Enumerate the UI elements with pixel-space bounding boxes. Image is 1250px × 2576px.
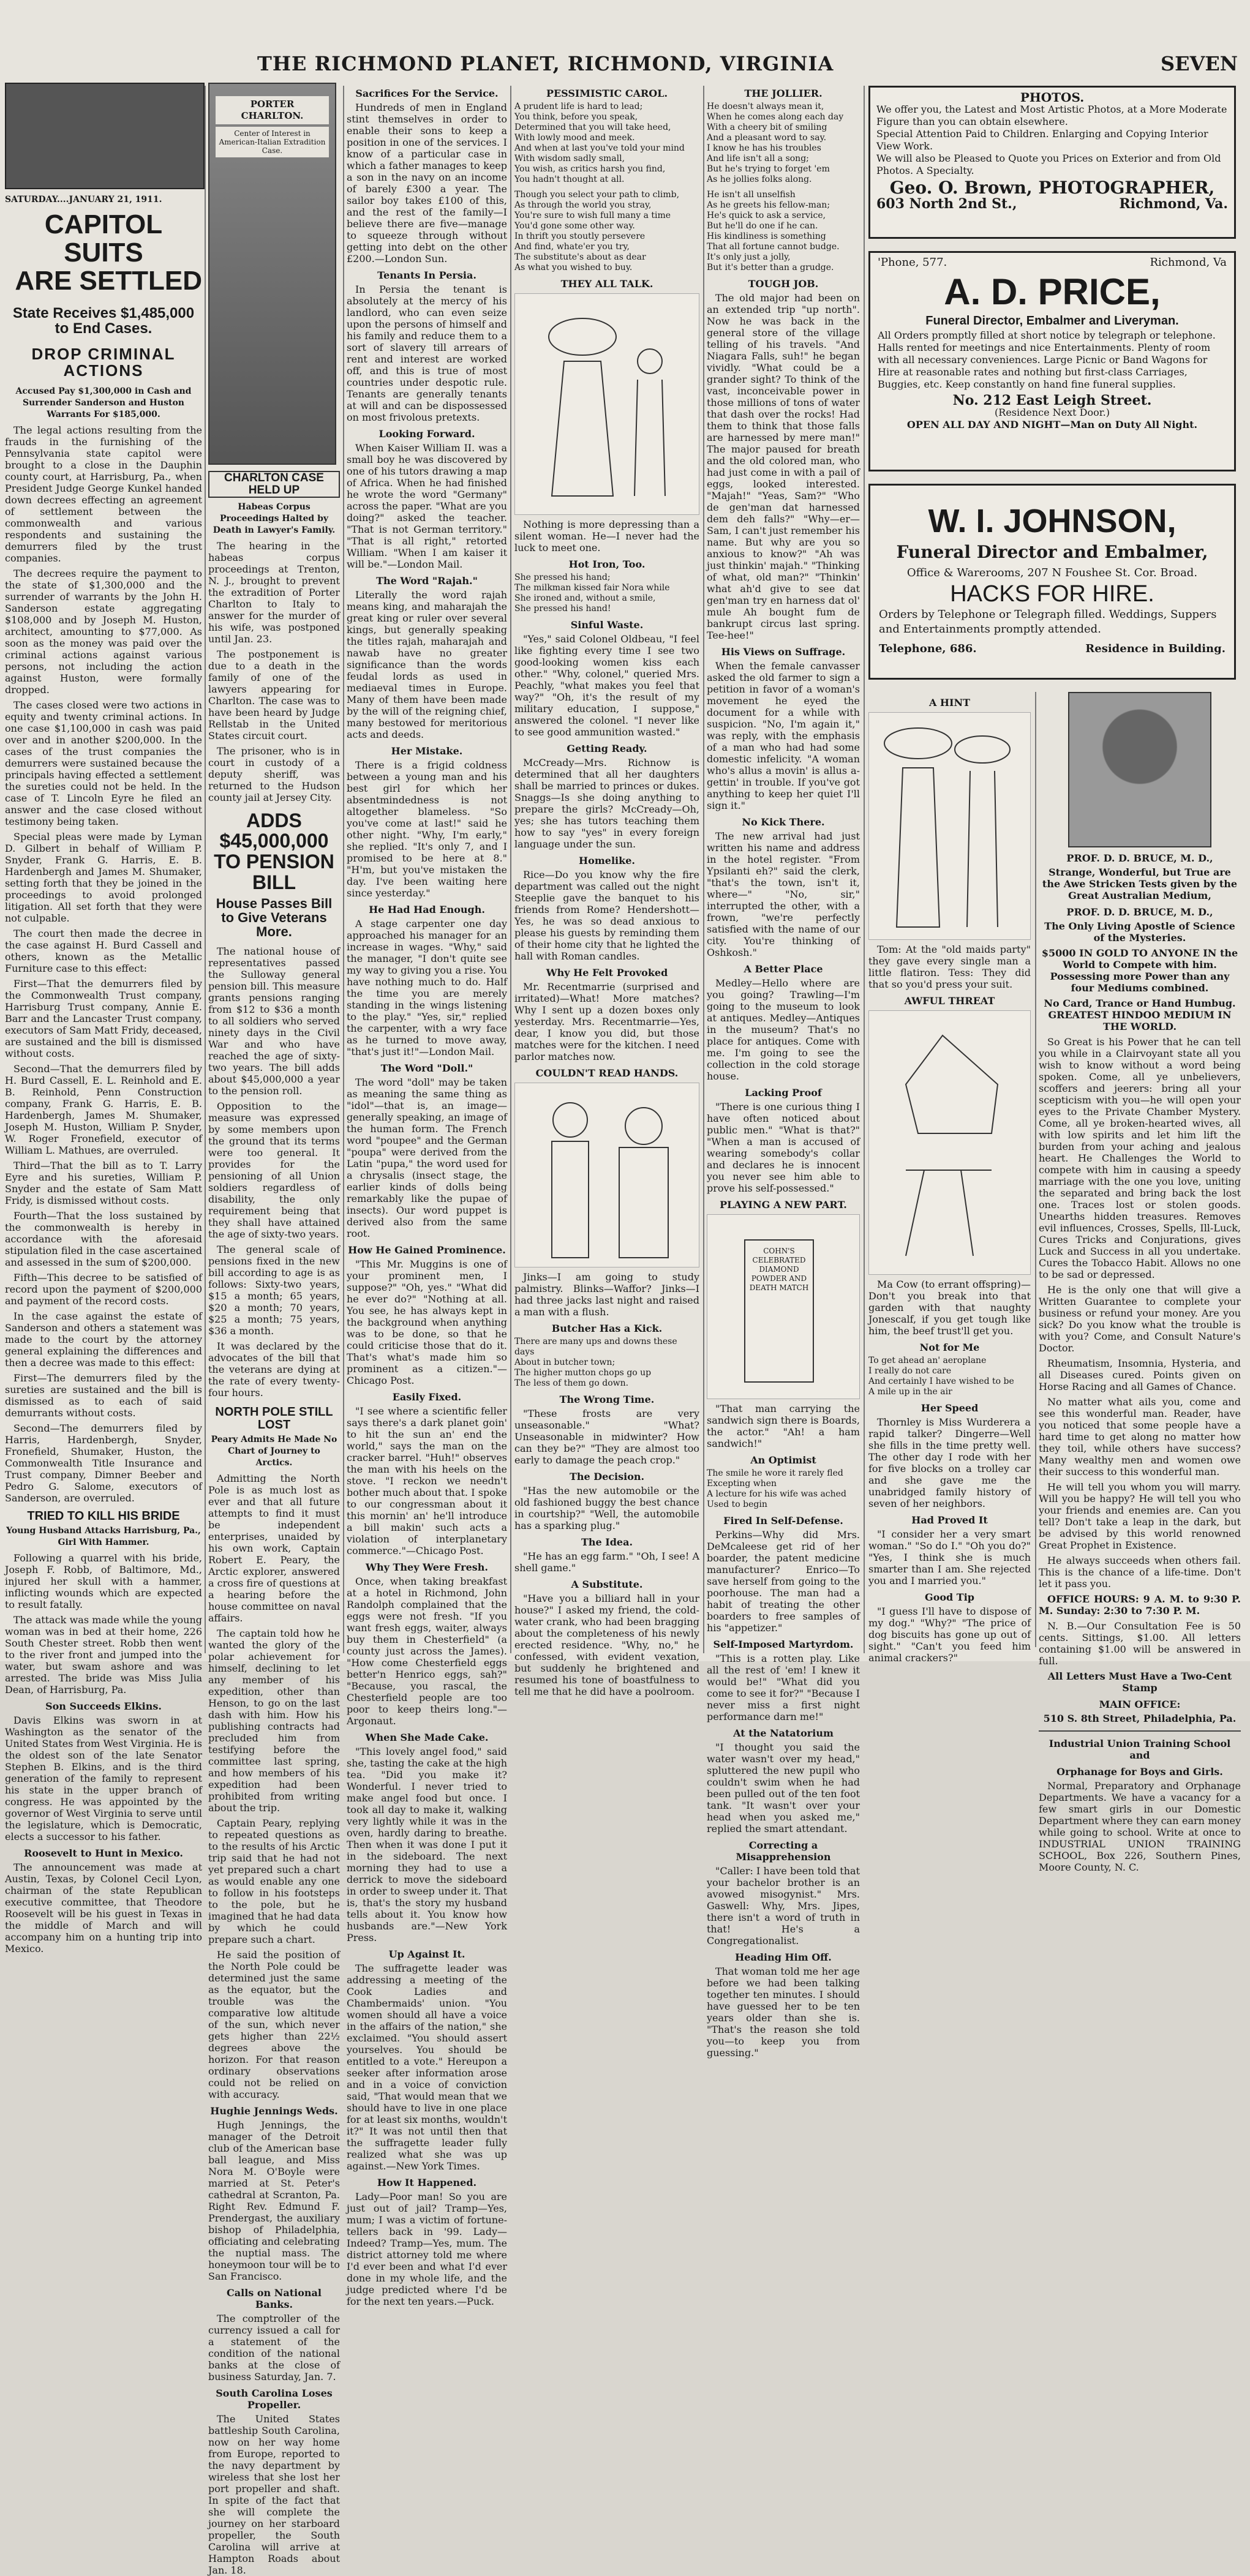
paragraph: The hearing in the habeas corpus proceedings at Trenton, N. J., brought to prevent the extradition of Porter Charlton to Italy to answer for the murder of his wife, was postponed until Jan. 23.: [208, 539, 340, 645]
ad-residence: (Residence Next Door.): [995, 407, 1110, 418]
item-heading: Calls on National Banks.: [227, 2286, 322, 2310]
verse-line: And life isn't all a song;: [707, 154, 809, 163]
item-heading: Not for Me: [919, 1342, 980, 1353]
cartoon-caption: Nothing is more depressing than a silent woman. He—I never had the luck to meet one.: [514, 519, 699, 554]
item-heading: The Idea.: [581, 1536, 633, 1548]
paragraph: The general scale of pensions fixed in the new bill according to age is as follows: Sixty-two years, $15 a month; 65 years, $20 a month; 70 years, $25 a month; 75 years, $36 a month.: [208, 1243, 340, 1337]
item-heading: Heading Him Off.: [735, 1951, 832, 1963]
verse-line: There are many ups and downs these days: [514, 1337, 677, 1357]
verse-line: And find, whate'er you try,: [514, 242, 630, 252]
paragraph: Hundreds of men in England stint themselves in order to enable their sons to keep a position in one of the services. I know of a particular case in which a father manages to keep a son in the navy on an income of barely £300 a year. The sailor boy takes £100 of this, and the rest of the family—I believe there are five—manage to squeeze through without getting into debt on the other £200.—London Sun.: [347, 102, 507, 265]
paragraph: Second—That the demurrers filed by H. Burd Cassell, E. L. Reinhold and E. B. Reinhold, Penn Construction company, Frank G. Harris, E. B. Hardenbergh, James M. Shumaker, Joseph M. Huston, William P. Snyder, W. Roger Fronefield, executor of William L. Mathues, are overruled.: [5, 1062, 202, 1156]
poem-title: PESSIMISTIC CAROL.: [546, 88, 668, 99]
paragraph: Lady—Poor man! So you are just out of jail? Tramp—Yes, mum; I was a victim of fortune-tellers back in '99. Lady—Indeed? Tramp—Yes, mum. The district attorney told me where I'd ever been and what I'd ever done in my whole life, and the judge predicted where I'd be for the next ten years.—Puck.: [347, 2191, 507, 2307]
masthead-title: THE RICHMOND PLANET, RICHMOND, VIRGINIA: [257, 52, 834, 75]
ad-name: W. I. JOHNSON,: [928, 503, 1177, 539]
school-subheading: Orphanage for Boys and Girls.: [1056, 1766, 1223, 1778]
item-heading: Looking Forward.: [378, 428, 475, 440]
paragraph: Captain Peary, replying to repeated questions as to the results of his Arctic trip said that he had not yet prepared such a chart as would enable any one to follow in his footsteps to the pole, but he imagined that he had data by which he could prepare such a chart.: [208, 1817, 340, 1945]
portrait-caption: PORTER CHARLTON.: [216, 96, 329, 124]
paragraph: Hugh Jennings, the manager of the Detroit club of the American base ball league, and Miss Nora M. O'Boyle were married at St. Peter's cathedral at Scranton, Pa. Right Rev. Edmund F. Prendergast, the auxiliary bishop of Philadelphia, officiating and celebrating the nuptial mass. The honeymoon tour will be to San Francisco.: [208, 2119, 340, 2282]
column-2: [208, 83, 340, 2576]
subhead: Peary Admits He Made No Chart of Journey to Arctics.: [211, 1434, 337, 1468]
item-heading: Self-Imposed Martyrdom.: [713, 1639, 854, 1650]
verse-line: I really do not care: [868, 1366, 952, 1376]
paragraph: Normal, Preparatory and Orphanage Departments. We have a vacancy for a few smart girls in our Domestic Department where they can earn money while going to school. Write at once to INDUSTRIAL UNION TRAINING SCHOOL, Box 226, Southern Pines, Moore County, N. C.: [1039, 1780, 1241, 1873]
ad-name: A. D. PRICE,: [944, 271, 1161, 312]
cartoon-title: COULDN'T READ HANDS.: [535, 1067, 679, 1079]
verse-line: A prudent life is hard to lead;: [514, 102, 643, 111]
porter-charlton-portrait: [208, 83, 336, 465]
column-rule: [205, 86, 206, 1653]
item-heading: Had Proved It: [911, 1514, 988, 1526]
verse-line: Though you select your path to climb,: [514, 190, 680, 200]
paragraph: The announcement was made at Austin, Texas, by Colonel Cecil Lyon, chairman of the state Republican executive committee, that Theodore Roosevelt will be his guest in Texas in the middle of March and will accompany him on a hunting trip into Mexico.: [5, 1861, 202, 1955]
verse-line: You wish, as critics harsh you find,: [514, 164, 666, 174]
paragraph: Thornley is Miss Wurderera a rapid talker? Dingerre—Well she fills in the time pretty well. The other day I rode with her for five blocks on a trolley car and she gave me the unabridged family history of seven of her neighbors.: [868, 1416, 1031, 1509]
verse-line: The smile he wore it rarely fled: [707, 1468, 843, 1478]
paragraph: He will tell you whom you will marry. Will you be happy? He will tell you who your friends and enemies are. Can you tell? Don't take a leap in the dark, but be advised by this world renowned Great Prophet in Existence.: [1039, 1481, 1241, 1551]
item-heading: Her Speed: [921, 1402, 979, 1414]
ad-residence: Residence in Building.: [1085, 642, 1226, 655]
paragraph: "There is one curious thing I have often noticed about public men." "What is that?" "When a man is accused of wearing somebody's collar and declares he is innocent you never see him able to prove his self-possessed.": [707, 1101, 860, 1194]
item-heading: Correcting a Misapprehension: [736, 1839, 831, 1863]
cartoon-caption: Jinks—I am going to study palmistry. Blinks—Waffor? Jinks—I had three jacks last night and raised a man with a flush.: [514, 1271, 699, 1318]
cartoon-caption: Tom: At the "old maids party" they gave every single man a little flatiron. Tess: They did that so you'd press your suit.: [868, 944, 1031, 990]
ad-office: Office & Warerooms, 207 N Foushee St. Cor. Broad.: [906, 566, 1198, 579]
verse-line: She ironed and, without a smile,: [514, 593, 656, 603]
item-heading: At the Natatorium: [733, 1727, 834, 1739]
paragraph: Davis Elkins was sworn in at Washington as the senator of the United States from West Virginia. He is the oldest son of the late Senator Stephen B. Elkins, and is the third generation of the family to represent his state in the upper branch of congress. He was appointed by the governor of West Virginia to serve until the legislature, which is Democratic, elects a successor to his father.: [5, 1714, 202, 1842]
paragraph: The suffragette leader was addressing a meeting of the Cook Ladies and Chambermaids' union. "You women should all have a voice in the affairs of the nation," she exclaimed. "You should assert yourselves. You should be entitled to a vote." Hereupon a seeker after information arose and in a voice of conviction said, "That would mean that we should have to live in one place for at least six months, wouldn't it?" It was not until then that the suffragette leader fully realized what she was up against.—New York Times.: [347, 1962, 507, 2172]
verse-line: In thrift you stoutly persevere: [514, 231, 646, 241]
item-heading: He Had Had Enough.: [369, 904, 485, 915]
verse-line: As what you wished to buy.: [514, 263, 633, 272]
paragraph: When the female canvasser asked the old farmer to sign a petition in favor of a woman's movement he eyed the document for a while with suspicion. "No, I'm again it," was reply, with the emphasis of a man who had had some domestic infelicity. "A woman who's allus a movin' is allus a-gettin' in trouble. If you've got anything to keep her quiet I'll sign it.": [707, 660, 860, 811]
poem-the-jollier: [707, 102, 860, 273]
paragraph: The United States battleship South Carolina, now on her way home from Europe, reported to the navy department by wireless that she lost her port propeller and shaft. In spite of the fact that she will complete the journey on her starboard propeller, the South Carolina will arrive at Hampton Roads about Jan. 18.: [208, 2413, 340, 2576]
verse-line: She pressed his hand!: [514, 604, 611, 614]
verse-line: A lecture for his wife was ached: [707, 1489, 846, 1499]
column-rule: [864, 86, 865, 1653]
paragraph: Following a quarrel with his bride, Joseph F. Robb, of Baltimore, Md., injured her skull with a hammer, inflicting wounds which are expected to result fatally.: [5, 1552, 202, 1610]
cartoon-title: A HINT: [928, 697, 971, 708]
paragraph: Once, when taking breakfast at a hotel in Richmond, John Randolph complained that the eggs were not fresh. "If you want fresh eggs, waiter, always buy them in Chesterfield" (a county just across the James). "How come Chesterfield eggs better'n Henrico eggs, sah?" "Because, you rascal, the Chesterfield people are too poor to keep theirs long."—Argonaut.: [347, 1575, 507, 1727]
verse-line: It's only just a jolly,: [707, 252, 791, 262]
verse-line: With a cheery bit of smiling: [707, 122, 827, 132]
verse-line: Determined that you will take heed,: [514, 122, 671, 132]
ad-phone: 'Phone, 577.: [878, 256, 947, 269]
ad-line: We will also be Pleased to Quote you Prices on Exterior and from Old Photos. A Specialty.: [876, 152, 1221, 176]
item-heading: Easily Fixed.: [392, 1391, 462, 1403]
cartoon-drawing: [515, 294, 699, 514]
paragraph: He is the only one that will give a Written Guarantee to complete your business or refund your money. Are you sick? Do you know what the trouble is with you? Come, and Consult Nature's Doctor.: [1039, 1284, 1241, 1354]
sandwich-sign: COHN'S CELEBRATED DIAMOND POWDER AND DEATH MATCH: [744, 1239, 814, 1383]
headline-north-pole: NORTH POLE STILL LOST: [215, 1405, 333, 1432]
cartoon-drawing: [869, 713, 1028, 939]
verse-line: And certainly I have wished to be: [868, 1376, 1014, 1386]
headline-capitol-suits: CAPITOL SUITS: [44, 209, 163, 268]
ad-w-i-johnson: [868, 484, 1236, 680]
ad-line: We offer you, the Latest and Most Artistic Photos, at a More Moderate Figure than you can obtain elsewhere.: [876, 103, 1227, 127]
verse-line: Excepting when: [707, 1479, 777, 1489]
item-heading: The Word "Rajah.": [376, 575, 478, 587]
column-1: [5, 83, 202, 1955]
verse-line: As he jollies folks along.: [707, 175, 812, 184]
verse-line: He isn't all unselfish: [707, 190, 796, 200]
verse-line: Used to begin: [707, 1500, 767, 1509]
portrait-caption: PROF. D. D. BRUCE, M. D.,: [1066, 852, 1213, 864]
paragraph: "This is a rotten play. Like all the rest of 'em! I knew it would be!" "What did you come to see it for?" "Because I never miss a first night performance darn me!": [707, 1653, 860, 1722]
cartoon-couldnt-read-hands: [514, 1083, 699, 1267]
verse-line: But he'll do one if he can.: [707, 221, 818, 231]
item-heading: The Wrong Time.: [559, 1394, 655, 1405]
ad-photos: [868, 86, 1236, 239]
ad-role: Funeral Director, Embalmer and Liveryman.: [925, 314, 1179, 328]
ad-hacks: HACKS FOR HIRE.: [950, 580, 1154, 607]
paragraph: "Has the new automobile or the old fashioned buggy the best chance in courtship?" "Well, the automobile has a sparking plug.": [514, 1485, 699, 1531]
issue-date: SATURDAY....JANUARY 21, 1911.: [5, 195, 162, 205]
column-6: [868, 692, 1031, 1664]
poem-title: THE JOLLIER.: [744, 88, 823, 99]
paragraph: McCready—Mrs. Richnow is determined that all her daughters shall be married to princes or dukes. Snaggs—Is she doing anything to prepare the girls? McCready—Oh, yes; she has tutors teaching them how to say "yes" in every foreign language under the sun.: [514, 757, 699, 850]
verse-line: He doesn't always mean it,: [707, 102, 824, 111]
verse-line: But it's better than a grudge.: [707, 263, 834, 272]
item-heading: Hughie Jennings Weds.: [210, 2105, 338, 2117]
paragraph: "This lovely angel food," said she, tasting the cake at the high tea. "Did you make it? Wonderful. I never tried to make angel food but once. I took all day to make it, walking very lightly while it was in the oven, hardly daring to breathe. Then when it was done I put it in the sideboard. The next morning they had to use a derrick to move the sideboard in order to sweep under it. That is, that's the story my husband tells about it. You know how husbands are."—New York Press.: [347, 1746, 507, 1943]
paragraph: "Yes," said Colonel Oldbeau, "I feel like fighting every time I see two good-looking women kiss each other." "Why, colonel," queried Mrs. Peachly, "what makes you feel that way?" "Oh, it's the result of my military education, I suppose," answered the colonel. "I never like to see good ammunition wasted.": [514, 633, 699, 738]
paragraph: The court then made the decree in the case against H. Burd Cassell and others, known as the Metallic Furniture case to this effect:: [5, 927, 202, 974]
verse-line: The substitute's about as dear: [514, 252, 646, 262]
paragraph: So Great is his Power that he can tell you while in a Clairvoyant state all you wish to know without a word being spoken. Come, all ye unbelievers, scoffers and jeerers: bring all your scepticism with you—he will open your eyes to the Private Chamber Mystery. Come, all ye broken-hearted wives, all with low spirits and let him lift the burden from your aching and jealous heart. He Challenges the World to compete with him in causing a speedy marriage with the one you love, uniting the separated and bring back the lost one. Traces lost or stolen goods. Unearths hidden treasures. Removes evil influences, Crosses, Spells, Ill-Luck, Cures Tricks and Conjurations, gives Luck and Success in all you undertake. Cures the Tobacco Habit. Allows no one to be sad or depressed.: [1039, 1036, 1241, 1280]
stamp-notice: All Letters Must Have a Two-Cent Stamp: [1047, 1670, 1232, 1694]
column-7: [1039, 692, 1241, 1873]
main-office-address: 510 S. 8th Street, Philadelphia, Pa.: [1043, 1713, 1237, 1724]
verse-line: And a pleasant word to say.: [707, 133, 827, 143]
item-heading: Sacrifices For the Service.: [355, 88, 499, 99]
paragraph: The old major had been on an extended trip "up north". Now he was back in the general store of the village telling of his travels. "And Niagara Falls, suh!" he began vividly. "What could be a grander sight? To think of the vast, inconceivable power in those millions of tons of water that dash over the rocks! Had them to think that those falls are harnessed by mere man!" The major paused for breath and the old colored man, who had just come in with a pail of eggs, looked interested. "Majah!" "Yeas, Sam?" "Who de gen'man dat harnessed dem deh falls?" "Why—er—Sam, I can't just remember his name. But why are you so anxious to know?" "Ah was just thinkin' majah." "Thinking of what, old man?" "Thinkin' what ah'd give to see dat gen'man try en harness dat ol' mule Ah bought fum de bankrupt circus last spring. Tee-hee!": [707, 292, 860, 641]
verse-hot-iron: [514, 573, 699, 614]
item-heading: Hot Iron, Too.: [568, 558, 646, 570]
cartoon-title: PLAYING A NEW PART.: [720, 1199, 847, 1211]
cartoon-a-hint: [868, 712, 1031, 940]
paragraph: Perkins—Why did Mrs. DeMcaleese get rid of her boarder, the patent medicine manufacturer? Enrico—To save herself from going to the poorhouse. The man had a habit of treating the other boarders to free samples of his "appetizer.": [707, 1529, 860, 1634]
page-header: [0, 46, 1250, 83]
item-heading: How It Happened.: [377, 2177, 477, 2188]
ad-line: The Only Living Apostle of Science of the Mysteries.: [1044, 920, 1235, 944]
item-heading: Tenants In Persia.: [377, 269, 476, 281]
item-heading: The Decision.: [569, 1471, 645, 1482]
verse-line: You think, before you speak,: [514, 112, 638, 122]
page-number: SEVEN: [1161, 52, 1238, 75]
verse-gap: [514, 185, 699, 190]
verse-line: You're sure to wish full many a time: [514, 211, 671, 220]
paragraph: Fourth—That the loss sustained by the commonwealth is hereby in accordance with the aforesaid stipulation filed in the case ascertained and assessed in the sum of $200,000.: [5, 1209, 202, 1268]
column-rule: [703, 86, 704, 1653]
paragraph: Medley—Hello where are you going? Trawling—I'm going to the museum to look at antiques. Medley—Antiques in the museum? That's no place for antiques. Come with me. I'm going to see the collection in the cold storage house.: [707, 977, 860, 1082]
item-heading: Roosevelt to Hunt in Mexico.: [24, 1847, 183, 1859]
headline-are-settled: ARE SETTLED: [15, 266, 202, 296]
ad-street: No. 212 East Leigh Street.: [952, 392, 1152, 408]
ad-body: All Orders promptly filled at short notice by telegraph or telephone. Halls rented for meetings and nice Entertainments. Plenty of room with all necessary conveniences. Large Picnic or Band Wagons for Hire at reasonable rates and nothing but first-class Carriages, Buggies, etc. Keep constantly on hand fine funeral supplies.: [878, 329, 1216, 390]
item-heading: Lacking Proof: [745, 1087, 822, 1098]
paragraph: Special pleas were made by Lyman D. Gilbert in behalf of William P. Snyder, Frank G. Harris, E. B. Hardenbergh and James M. Shumaker, setting forth that they be joined in the proceedings to avoid prolonged litigation. All set forth that they were not culpable.: [5, 830, 202, 924]
item-heading: His Views on Suffrage.: [721, 646, 846, 658]
column-rule: [1035, 692, 1036, 1647]
office-hours: OFFICE HOURS: 9 A. M. to 9:30 P. M. Sunday: 2:30 to 7:30 P. M.: [1039, 1593, 1241, 1617]
paragraph: It was declared by the advocates of the bill that the veterans are dying at the rate of every twenty-four hours.: [208, 1340, 340, 1399]
paragraph: The decrees require the payment to the state of $1,300,000 and the surrender of warrants by the John H. Sanderson estate aggregating $108,000 and by Joseph M. Huston, architect, amounting to $77,000. As soon as the money was paid over the criminal actions against various persons, not including the action against Huston, were formally dropped.: [5, 567, 202, 696]
ad-line: Special Attention Paid to Children. Enlarging and Copying Interior View Work.: [876, 128, 1208, 152]
paragraph: He always succeeds when others fail. This is the chance of a life-time. Don't let it pass you.: [1039, 1555, 1241, 1590]
headline-pension-bill: ADDS $45,000,000 TO PENSION BILL: [214, 809, 334, 893]
verse-line: When he comes along each day: [707, 112, 844, 122]
item-heading: Why He Felt Provoked: [546, 967, 668, 978]
school-heading: Industrial Union Training School and: [1049, 1738, 1231, 1761]
paragraph: "This Mr. Muggins is one of your prominent men, I suppose?" "Oh, yes." "What did he ever do?" "Nothing at all. You see, he has always kept in the background when anything was to be done, so that he could criticise those that do it. That's what's made him so prominent as a citizen."—Chicago Post.: [347, 1258, 507, 1386]
verse-line: With wisdom sadly small,: [514, 154, 625, 163]
subhead: Habeas Corpus Proceedings Halted by Death in Lawyer's Family.: [213, 501, 336, 535]
verse-line: You hadn't thought at all.: [514, 175, 625, 184]
paragraph: The postponement is due to a death in the family of one of the lawyers appearing for Charlton. The case was to have been heard by Judge Rellstab in the United States circuit court.: [208, 648, 340, 742]
paragraph: "He has an egg farm." "Oh, I see! A shell game.": [514, 1550, 699, 1574]
paragraph: "I see where a scientific feller says there's a dark planet goin' to hit the sun an' end the world," says the man on the cracker barrel. "Huh!" observes the man with his heels on the stove. "I reckon we needn't bother much about that. I spoke to our congressman about it this mornin' an' he'll introduce a bill makin' such acts a violation of interplanetary commerce."—Chicago Post.: [347, 1405, 507, 1556]
item-heading: When She Made Cake.: [365, 1732, 489, 1743]
paragraph: The legal actions resulting from the frauds in the furnishing of the Pennsylvania state capitol were brought to a close in the Dauphin county court, at Harrisburg, Pa., when President Judge George Kunkel handed down decrees effecting an agreement of settlement between the commonwealth and various respondents and sustaining the demurrers filed by the trust companies.: [5, 424, 202, 564]
main-office-heading: MAIN OFFICE:: [1099, 1699, 1181, 1710]
ad-telephone: Telephone, 686.: [879, 642, 977, 655]
paragraph: "Caller: I have been told that your bachelor brother is an avowed misogynist." Mrs. Gaswell: Why, Mrs. Jipes, there isn't a word of truth in that! He's a Congregationalist.: [707, 1865, 860, 1947]
ad-name: Geo. O. Brown, PHOTOGRAPHER,: [889, 178, 1215, 198]
paragraph: He said the position of the North Pole could be determined just the same as the equator, but the trouble was the comparative low altitude of the sun, which never gets higher than 22½ degrees above the horizon. For that reason ordinary observations could not be relied on with accuracy.: [208, 1948, 340, 2100]
paragraph: When Kaiser William II. was a small boy he was discovered by one of his tutors drawing a map of Africa. When he had finished he wrote the word "Germany" across the paper. "What are you doing?" asked the teacher. "That is not German territory." "That is all right," retorted William. "When I am kaiser it will be."—London Mail.: [347, 442, 507, 570]
verse-line: The milkman kissed fair Nora while: [514, 583, 670, 593]
verse-line: The higher mutton chops go up: [514, 1368, 652, 1378]
paragraph: Rheumatism, Insomnia, Hysteria, and all Diseases cured. Points given on Horse Racing and all Games of Chance.: [1039, 1357, 1241, 1392]
cartoon-title: THEY ALL TALK.: [560, 278, 653, 290]
paragraph: Admitting the North Pole is as much lost as ever and that all future attempts to find it must be independent enterprises, unaided by his own work, Captain Robert E. Peary, the Arctic explorer, answered a cross fire of questions at a hearing before the house committee on naval affairs.: [208, 1472, 340, 1624]
item-heading: Her Mistake.: [391, 745, 463, 757]
prof-bruce-portrait: [1068, 692, 1211, 847]
ad-role: Funeral Director and Embalmer,: [896, 541, 1208, 562]
paragraph: Fifth—This decree to be satisfied of record upon the payment of $200,000 and payment of the record costs.: [5, 1271, 202, 1307]
verse-not-for-me: [868, 1356, 1031, 1397]
paragraph: "I thought you said the water wasn't over my head," spluttered the new pupil who couldn't swim when he had been pulled out of the ten foot tank. "It wasn't over your head when you asked me," replied the smart attendant.: [707, 1741, 860, 1834]
paragraph: First—The demurrers filed by the sureties are sustained and the bill is dismissed as to each of said demurrants without costs.: [5, 1372, 202, 1419]
paragraph: The word "doll" may be taken as meaning the same thing as "idol"—that is, an image—generally speaking, an image of the human form. The French word "poupee" and the German "poupa" were derived from the Latin "pupa," the word used for a chrysalis (insect stage, the earlier kinds of dolls being remarkably like the pupae of insects). Our word puppet is derived also from the same root.: [347, 1076, 507, 1239]
verse-gap: [707, 185, 860, 190]
column-rule: [343, 86, 344, 1653]
column-4: [514, 83, 699, 1697]
paragraph: Third—That the bill as to T. Larry Eyre and his sureties, William P. Snyder and the estate of Sam Matt Fridy, is dismissed without costs.: [5, 1159, 202, 1206]
column-rule: [510, 86, 511, 1653]
paragraph: In the case against the estate of Sanderson and others a statement was made to the court by the attorney general explaining the differences and then a decree was made to this effect:: [5, 1310, 202, 1369]
paragraph: Mr. Recentmarrie (surprised and irritated)—What! More matches? Why I sent up a dozen boxes only yesterday. Mrs. Recentmarrie—Yes, dear, I know you did, but those matches were for the kitchen. I need parlor matches now.: [514, 981, 699, 1062]
paragraph: A stage carpenter one day approached his manager for an increase in wages. "Why," said the manager, "I don't quite see my way to giving you a rise. You have nothing much to do. Half the time you are merely standing in the wings listening to the play." "Yes, sir," replied the carpenter, with a wry face as he turned to move away, "that's just it!"—London Mail.: [347, 918, 507, 1057]
verse-line: And when at last you've told your mind: [514, 143, 685, 153]
verse-line: That all fortune cannot budge.: [707, 242, 840, 252]
item-heading: Sinful Waste.: [570, 619, 644, 631]
cartoon-title: AWFUL THREAT: [904, 995, 995, 1007]
headline-tried-to-kill: TRIED TO KILL HIS BRIDE: [27, 1509, 180, 1523]
ad-title: PHOTOS.: [1020, 90, 1085, 105]
item-heading: Up Against It.: [388, 1948, 465, 1960]
verse-line: I know he has his troubles: [707, 143, 821, 153]
cartoon-awful-threat: [868, 1010, 1031, 1275]
paragraph: The captain told how he wanted the glory of the polar achievement for himself, declining to let any member of his expedition, other than Henson, to go on the last dash with him. How his publishing contracts had precluded him from testifying before the committee last spring, and how members of his expedition had been prohibited from writing about the trip.: [208, 1627, 340, 1814]
paragraph: The cases closed were two actions in equity and twenty criminal actions. In one case $1,100,000 in cash was paid over and in another $200,000. In the cases of the trust companies the demurrers were sustained because the principals having effected a settlement the sureties could not be held. In the case of T. Lincoln Eyre he filed an answer and the case closed without testimony being taken.: [5, 699, 202, 827]
item-heading: Son Succeeds Elkins.: [45, 1700, 162, 1712]
portrait-caption: PROF. D. D. BRUCE, M. D.,: [1066, 906, 1213, 918]
verse-line: You'd gone some other way.: [514, 221, 635, 231]
paragraph: The comptroller of the currency issued a call for a statement of the condition of the national banks at the close of business Saturday, Jan. 7.: [208, 2312, 340, 2383]
paragraph: First—That the demurrers filed by the Commonwealth Trust company, Harrisburg Trust company, Annie E. Barr and the Lancaster Trust company, executors of Sam Matt Fridy, deceased, are sustained and the bill is dismissed without costs.: [5, 977, 202, 1059]
ad-a-d-price: [868, 251, 1236, 471]
paragraph: There is a frigid coldness between a young man and his best girl for which her absentmindedness is not altogether blameless. "So you've come at last!" said he other night. "Why, I'm early," she replied. "It's only 7, and I promised to be here at 8." "H'm, but you've mistaken the day. I've been waiting here since yesterday.": [347, 759, 507, 899]
item-heading: South Carolina Loses Propeller.: [216, 2387, 333, 2411]
subhead-drop-criminal-actions: DROP CRIMINAL ACTIONS: [31, 344, 176, 380]
paragraph: The new arrival had just written his name and address in the hotel register. "From Ypsilanti eh?" said the clerk, "that's the town, isn't it, where—" "No, sir," interrupted the other, with a frown, "we're perfectly satisfied with the name of our city. You're thinking of Oshkosh.": [707, 830, 860, 958]
paragraph: Second—The demurrers filed by Harris, Hardenbergh, Snyder, Fronefield, Shumaker, Huston, the Commonwealth Title Insurance and Trust company, Dimner Beeber and Pedro G. Salome, executors of Sanderson, are overruled.: [5, 1422, 202, 1504]
verse-line: About in butcher town;: [514, 1357, 616, 1367]
item-heading: An Optimist: [750, 1454, 816, 1466]
cartoon-caption: "That man carrying the sandwich sign there is Boards, the actor." "Ah! a ham sandwich!": [707, 1403, 860, 1449]
portrait-subcaption: Center of Interest in American-Italian Extradition Case.: [216, 127, 329, 157]
poem-pessimistic-carol: [514, 102, 699, 273]
verse-line: He's quick to ask a service,: [707, 211, 826, 220]
item-heading: Fired In Self-Defense.: [723, 1515, 843, 1526]
cartoon-playing-a-new-part: [707, 1214, 860, 1399]
item-heading: The Word "Doll.": [380, 1062, 473, 1074]
planet-logo: [5, 83, 205, 189]
verse-line: As he greets his fellow-man;: [707, 200, 830, 210]
item-heading: A Better Place: [744, 963, 823, 975]
summary-text: Accused Pay $1,300,000 in Cash and Surrender Sanderson and Huston Warrants For $185,000.: [15, 386, 192, 419]
item-heading: How He Gained Prominence.: [348, 1244, 506, 1256]
ad-orders: Orders by Telephone or Telegraph filled. Weddings, Suppers and Entertainments promptly attended.: [879, 607, 1217, 636]
verse-line: As through the world you stray,: [514, 200, 652, 210]
consultation-fee: N. B.—Our Consultation Fee is 50 cents. Sittings, $1.00. All letters containing $1.00 will be answered in full.: [1039, 1620, 1241, 1667]
column-3: [347, 83, 507, 2307]
item-heading: TOUGH JOB.: [748, 278, 819, 290]
paragraph: The national house of representatives passed the Sulloway general pension bill. This measure grants pensions ranging from $12 to $36 a month to all soldiers who served ninety days in the Civil War and who have reached the age of sixty-two years. The bill adds about $45,000,000 a year to the pension roll.: [208, 945, 340, 1097]
paragraph: In Persia the tenant is absolutely at the mercy of his landlord, who can even seize upon the persons of himself and his family and reduce them to a sort of slavery till arrears of rent and interest are worked off, and this is true of most countries under despotic rule. Tenants are generally tenants at will and can be dispossessed on most frivolous pretexts.: [347, 284, 507, 423]
item-heading: Butcher Has a Kick.: [551, 1323, 663, 1334]
ad-open: OPEN ALL DAY AND NIGHT—Man on Duty All Night.: [906, 419, 1198, 430]
ad-line: $5000 IN GOLD TO ANYONE IN the World to Compete with him. Possessing more Power than any four Mediums combined.: [1041, 947, 1238, 994]
deck-house-passes: House Passes Bill to Give Veterans More.: [216, 896, 333, 940]
deck-state-receives: State Receives $1,485,000 to End Cases.: [12, 304, 195, 337]
item-heading: Getting Ready.: [567, 743, 647, 754]
verse-line: His kindliness is something: [707, 231, 826, 241]
cartoon-they-all-talk: [514, 293, 699, 515]
ad-city: Richmond, Va: [1150, 256, 1227, 269]
column-5: [707, 83, 860, 2059]
paragraph: "These frosts are very unseasonable." "What? Unseasonable in midwinter? How can they be?" "They are almost too early to damage the peach crop.": [514, 1408, 699, 1466]
item-heading: Why They Were Fresh.: [366, 1561, 488, 1573]
item-heading: A Substitute.: [571, 1579, 643, 1590]
paragraph: Rice—Do you know why the fire department was called out the night Steeplie gave the banquet to his friends from Rome? Hendershott—Yes, he was so dead anxious to please his guests by reminding them of their home city that he lighted the hall with Roman candles.: [514, 869, 699, 962]
verse-butcher: [514, 1337, 699, 1389]
paragraph: The prisoner, who is in court in custody of a deputy sheriff, was returned to the Hudson county jail at Jersey City.: [208, 745, 340, 803]
cartoon-drawing: [515, 1083, 699, 1267]
verse-line: With lowly mood and meek.: [514, 133, 635, 143]
paragraph: Literally the word rajah means king, and maharajah the great king or ruler over several kings, but generally speaking the titles rajah, maharajah and nawab have no greater significance than the words feudal lords as used in mediaeval times in Europe. Many of them have been made by the will of the reigning chief, many bestowed for meritorious acts and deeds.: [347, 589, 507, 740]
ad-address: 603 North 2nd St.,: [876, 196, 1017, 212]
paragraph: "I consider her a very smart woman." "So do I." "Oh you do?" "Yes, I think she is much smarter than I am. She rejected you and I married you.": [868, 1528, 1031, 1587]
item-heading: Good Tip: [925, 1591, 974, 1603]
verse-optimist: [707, 1468, 860, 1510]
paragraph: No matter what ails you, come and see this wonderful man. Reader, have you noticed that some people have a hard time to get along no matter how they toil, while others have success? Many wealthy men and women owe their success to this wonderful man.: [1039, 1396, 1241, 1478]
cartoon-caption: Ma Cow (to errant offspring)—Don't you break into that garden with that naughty Jonescalf, if you get tough like him, the beef trust'll get you.: [868, 1279, 1031, 1337]
paragraph: The attack was made while the young woman was in bed at their home, 226 South Chester street. Robb then went to the river front and jumped into the water, but swam ashore and was arrested. The bride was Miss Julia Dean, of Harrisburg, Pa.: [5, 1613, 202, 1695]
paragraph: "Have you a billiard hall in your house?" I asked my friend, the cold-water crank, who had been bragging about the completeness of his newly erected residence. "Why, no," he confessed, with evident vexation, but suddenly he brightened and resumed his tone of boastfulness to tell me that he did have a poolroom.: [514, 1593, 699, 1697]
item-heading: Homelike.: [579, 855, 635, 866]
verse-line: The less of them go down.: [514, 1378, 629, 1388]
verse-line: But he's trying to forget 'em: [707, 164, 830, 174]
verse-line: To get ahead an' aeroplane: [868, 1356, 987, 1365]
cartoon-drawing: [869, 1011, 1028, 1274]
verse-line: She pressed his hand;: [514, 573, 611, 582]
headline-charlton-case: CHARLTON CASE HELD UP: [208, 471, 340, 498]
item-heading: No Kick There.: [742, 816, 825, 828]
ad-line: Strange, Wonderful, but True are the Awe Stricken Tests given by the Great Australian Medium,: [1042, 866, 1238, 901]
paragraph: That woman told me her age before we had been talking together ten minutes. I should have guessed her to be ten years older than she is. "That's the reason she told you—to keep you from guessing.": [707, 1966, 860, 2059]
ad-line: No Card, Trance or Hand Humbug. GREATEST HINDOO MEDIUM IN THE WORLD.: [1044, 997, 1236, 1032]
divider: [1039, 1730, 1241, 1732]
paragraph: Opposition to the measure was expressed by some members upon the ground that its terms were too general. It provides for the pensioning of all Union soldiers regardless of disability, the only requirement being that they shall have attained the age of sixty-two years.: [208, 1100, 340, 1240]
ad-city: Richmond, Va.: [1119, 196, 1228, 212]
paragraph: "I guess I'll have to dispose of my dog." "Why?" "The price of dog biscuits has gone up out of sight." "Can't you feed him animal crackers?": [868, 1605, 1031, 1664]
subhead: Young Husband Attacks Harrisburg, Pa., Girl With Hammer.: [6, 1525, 201, 1547]
verse-line: A mile up in the air: [868, 1387, 952, 1397]
